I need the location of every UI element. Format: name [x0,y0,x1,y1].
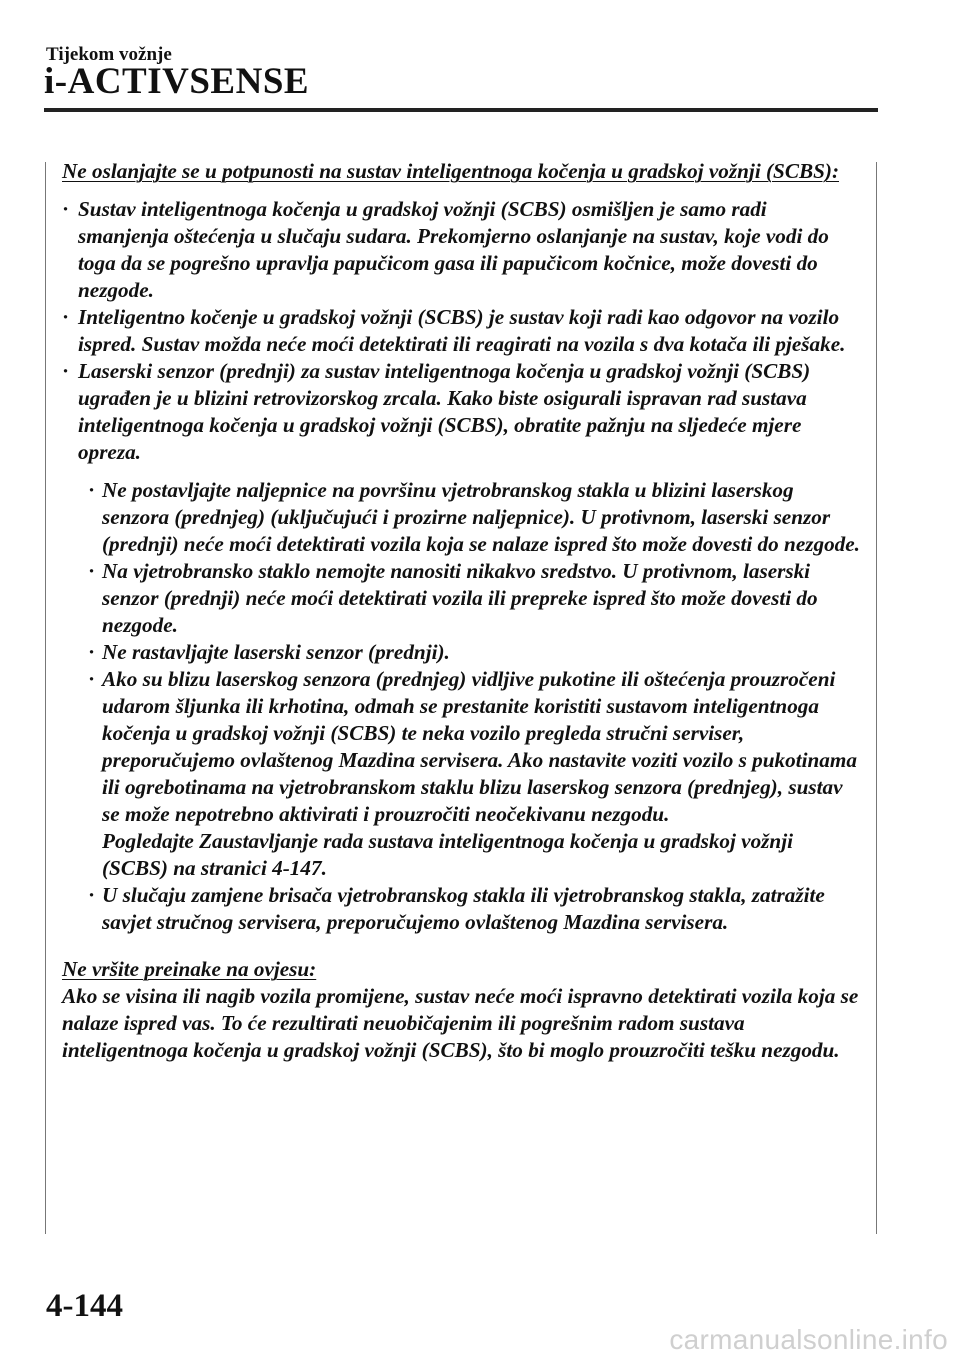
section-title: i-ACTIVSENSE [44,61,310,102]
list-item-text: Sustav inteligentnoga kočenja u gradskoj vožnji (SCBS) osmišljen je samo radi smanjenja oštećenja u slučaju sudara. Prekomjerno oslanjanje na sustav, koje vodi do toga da se pogrešno upravlja papučicom gasa ili papučicom kočnice, može dovesti do nezgode. [78,197,829,302]
sub-list-item [88,477,862,558]
list-item-text: Inteligentno kočenje u gradskoj vožnji (SCBS) je sustav koji radi kao odgovor na vozilo ispred. Sustav možda neće moći detektirati ili reagirati na vozila s dva kotača ili pješake. [78,305,846,356]
header-divider [44,108,878,112]
sub-list-item-text: U slučaju zamjene brisača vjetrobranskog stakla ili vjetrobranskog stakla, zatražite savjet stručnog servisera, preporučujemo ovlaštenog Mazdina servisera. [102,883,825,934]
sub-list-item-text: Ne postavljajte naljepnice na površinu vjetrobranskog stakla u blizini laserskog senzora (prednjeg) (uključujući i prozirne naljepnice). U protivnom, laserski senzor (prednji) neće moći detektirati vozila koja se nalaze ispred što može dovesti do nezgode. [102,478,860,556]
bullet-icon: · [88,478,96,502]
warning-box [62,158,862,1064]
warning-heading-scbs: Ne oslanjajte se u potpunosti na sustav inteligentnoga kočenja u gradskoj vožnji (SCBS): [62,159,839,183]
list-item [62,304,862,358]
bullet-icon: · [62,197,70,221]
suspension-paragraph: Ako se visina ili nagib vozila promijene, sustav neće moći ispravno detektirati vozila koja se nalaze ispred vas. To će rezultirati neuobičajenim ili pogrešnim radom sustava inteligentnoga kočenja u gradskoj vožnji (SCBS), što bi moglo prouzročiti tešku nezgodu. [62,984,859,1062]
warning-frame-right [876,162,877,1234]
bullet-icon: · [88,667,96,691]
bullet-icon: · [62,305,70,329]
bullet-icon: · [88,559,96,583]
bullet-icon: · [88,640,96,664]
warning-frame-left [45,162,46,1234]
list-item [62,196,862,304]
sub-list-item-text: Na vjetrobransko staklo nemojte nanositi nikakvo sredstvo. U protivnom, laserski senzor (prednji) neće moći detektirati vozila ili prepreke ispred što može dovesti do nezgode. [102,559,818,637]
cross-reference-note: Pogledajte Zaustavljanje rada sustava inteligentnoga kočenja u gradskoj vožnji (SCBS) na stranici 4-147. [102,829,793,880]
sub-list-item-text: Ako su blizu laserskog senzora (prednjeg) vidljive pukotine ili oštećenja prouzročeni udarom šljunka ili krhotina, odmah se prestanite koristiti sustavom inteligentnoga kočenja u gradskoj vožnji (SCBS) te neka vozilo pregleda stručni serviser, preporučujemo ovlaštenog Mazdina servisera. Ako nastavite voziti vozilo s pukotinama ili ogrebotinama na vjetrobranskom staklu blizu laserskog senzora (prednjeg), sustav se može nepotrebno aktivirati i prouzročiti neočekivanu nezgodu. [102,667,857,826]
chapter-title: Tijekom vožnje [46,44,172,65]
bullet-icon: · [62,359,70,383]
bullet-icon: · [88,883,96,907]
precautions-list [88,477,862,936]
sub-list-item [88,882,862,936]
sub-list-item [88,666,862,882]
list-item-text: Laserski senzor (prednji) za sustav inteligentnoga kočenja u gradskoj vožnji (SCBS) ugrađen je u blizini retrovizorskog zrcala. Kako biste osigurali ispravan rad sustava inteligentnoga kočenja u gradskoj vožnji (SCBS), obratite pažnju na sljedeće mjere opreza. [78,359,811,464]
list-item [62,358,862,936]
watermark: carmanualsonline.info [669,1324,948,1355]
page-number: 4-144 [46,1288,123,1324]
sub-list-item [88,639,862,666]
sub-list-item [88,558,862,639]
warning-list [62,196,862,936]
warning-heading-suspension: Ne vršite preinake na ovjesu: [62,957,317,981]
sub-list-item-text: Ne rastavljajte laserski senzor (prednji). [102,640,450,664]
